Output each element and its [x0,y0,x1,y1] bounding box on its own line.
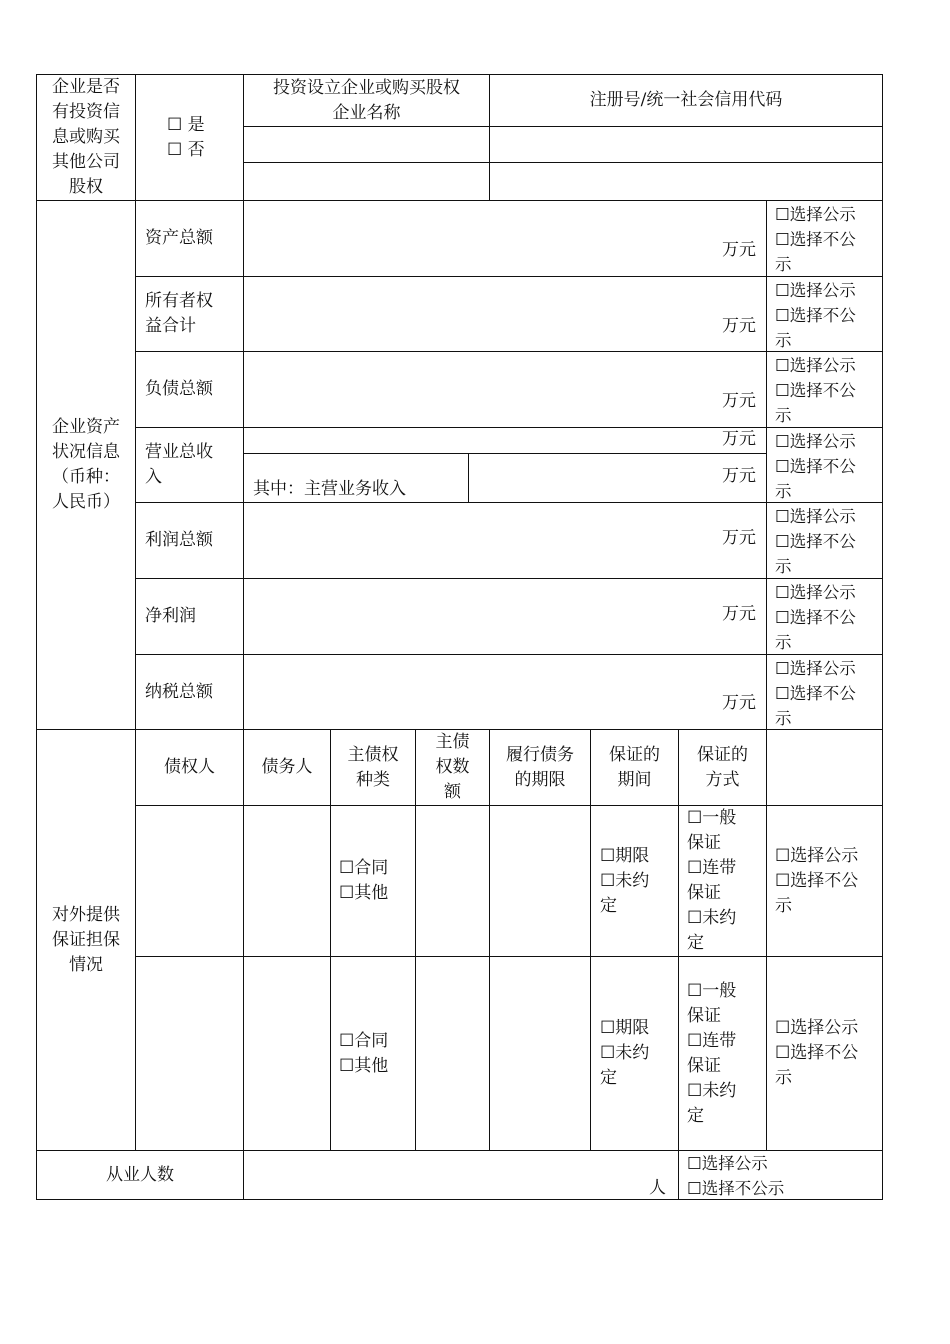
invest-label-cell [36,74,136,201]
unit-label: 万元 [722,391,756,411]
invest-choice-cell [135,74,244,201]
asset-total-publicity[interactable]: ☐选择公示 ☐选择不公 示 [766,200,883,277]
invest-yes-checkbox[interactable]: ☐ 是 [167,115,205,135]
debtor-input-2[interactable] [243,956,331,1151]
term-input-1[interactable] [489,805,591,957]
assets-label: 企业资产 状况信息 （币种： 人民币） [52,417,120,512]
profit-total-label: 利润总额 [135,502,244,579]
invest-code-input-1[interactable] [489,126,883,163]
method-header: 保证的 方式 [678,729,767,806]
unit-label: 万元 [722,693,756,713]
equity-total-input[interactable] [243,276,767,352]
method-options-2[interactable]: ☐一般 保证 ☐连带 保证 ☐未约 定 [678,956,767,1151]
term-header: 履行债务 的期限 [489,729,591,806]
tax-total-publicity[interactable]: ☐选择公示 ☐选择不公 示 [766,654,883,730]
invest-company-input-2[interactable] [243,162,490,201]
method-options-1[interactable]: ☐一般 保证 ☐连带 保证 ☐未约 定 [678,805,767,957]
claim-type-options-2[interactable]: ☐合同 ☐其他 [330,956,416,1151]
employees-input[interactable] [243,1150,679,1200]
invest-code-input-2[interactable] [489,162,883,201]
guarantee-publicity-1[interactable]: ☐选择公示 ☐选择不公 示 [766,805,883,957]
revenue-total-input[interactable] [243,427,767,454]
employees-publicity[interactable]: ☐选择公示 ☐选择不公示 [678,1150,883,1200]
revenue-total-publicity[interactable]: ☐选择公示 ☐选择不公 示 [766,427,883,503]
invest-no-checkbox[interactable]: ☐ 否 [167,140,205,160]
unit-label: 万元 [722,466,756,486]
equity-total-label: 所有者权 益合计 [135,276,244,352]
main-revenue-input[interactable] [468,453,767,503]
profit-total-publicity[interactable]: ☐选择公示 ☐选择不公 示 [766,502,883,579]
claim-amount-header: 主债 权数 额 [415,729,490,806]
publicity-header [766,729,883,806]
employees-label: 从业人数 [36,1150,244,1200]
invest-company-header: 投资设立企业或购买股权 企业名称 [243,74,490,127]
period-options-2[interactable]: ☐期限 ☐未约 定 [590,956,679,1151]
net-profit-label: 净利润 [135,578,244,655]
term-input-2[interactable] [489,956,591,1151]
creditor-header: 债权人 [135,729,244,806]
main-revenue-label: 其中：主营业务收入 [253,479,406,499]
unit-label: 万元 [722,604,756,624]
invest-code-header: 注册号/统一社会信用代码 [489,74,883,127]
unit-label: 万元 [722,240,756,260]
claim-amount-input-2[interactable] [415,956,490,1151]
unit-label: 万元 [722,528,756,548]
revenue-total-label: 营业总收 入 [135,427,244,503]
liability-total-label: 负债总额 [135,351,244,428]
invest-company-input-1[interactable] [243,126,490,163]
debtor-input-1[interactable] [243,805,331,957]
asset-total-label: 资产总额 [135,200,244,277]
assets-label-cell [36,200,136,730]
creditor-input-2[interactable] [135,956,244,1151]
guarantee-label: 对外提供 保证担保 情况 [52,904,120,975]
net-profit-publicity[interactable]: ☐选择公示 ☐选择不公 示 [766,578,883,655]
period-options-1[interactable]: ☐期限 ☐未约 定 [590,805,679,957]
profit-total-input[interactable] [243,502,767,579]
tax-total-label: 纳税总额 [135,654,244,730]
net-profit-input[interactable] [243,578,767,655]
claim-type-header: 主债权 种类 [330,729,416,806]
unit-label: 万元 [722,316,756,336]
guarantee-label-cell [36,729,136,1151]
invest-label: 企业是否 有投资信 息或购买 其他公司 股权 [52,77,120,197]
guarantee-publicity-2[interactable]: ☐选择公示 ☐选择不公 示 [766,956,883,1151]
main-revenue-label-cell [243,453,469,503]
tax-total-input[interactable] [243,654,767,730]
employees-unit: 人 [649,1178,666,1198]
unit-label: 万元 [722,429,756,449]
liability-total-input[interactable] [243,351,767,428]
debtor-header: 债务人 [243,729,331,806]
period-header: 保证的 期间 [590,729,679,806]
claim-amount-input-1[interactable] [415,805,490,957]
liability-total-publicity[interactable]: ☐选择公示 ☐选择不公 示 [766,351,883,428]
asset-total-input[interactable] [243,200,767,277]
creditor-input-1[interactable] [135,805,244,957]
equity-total-publicity[interactable]: ☐选择公示 ☐选择不公 示 [766,276,883,352]
claim-type-options-1[interactable]: ☐合同 ☐其他 [330,805,416,957]
